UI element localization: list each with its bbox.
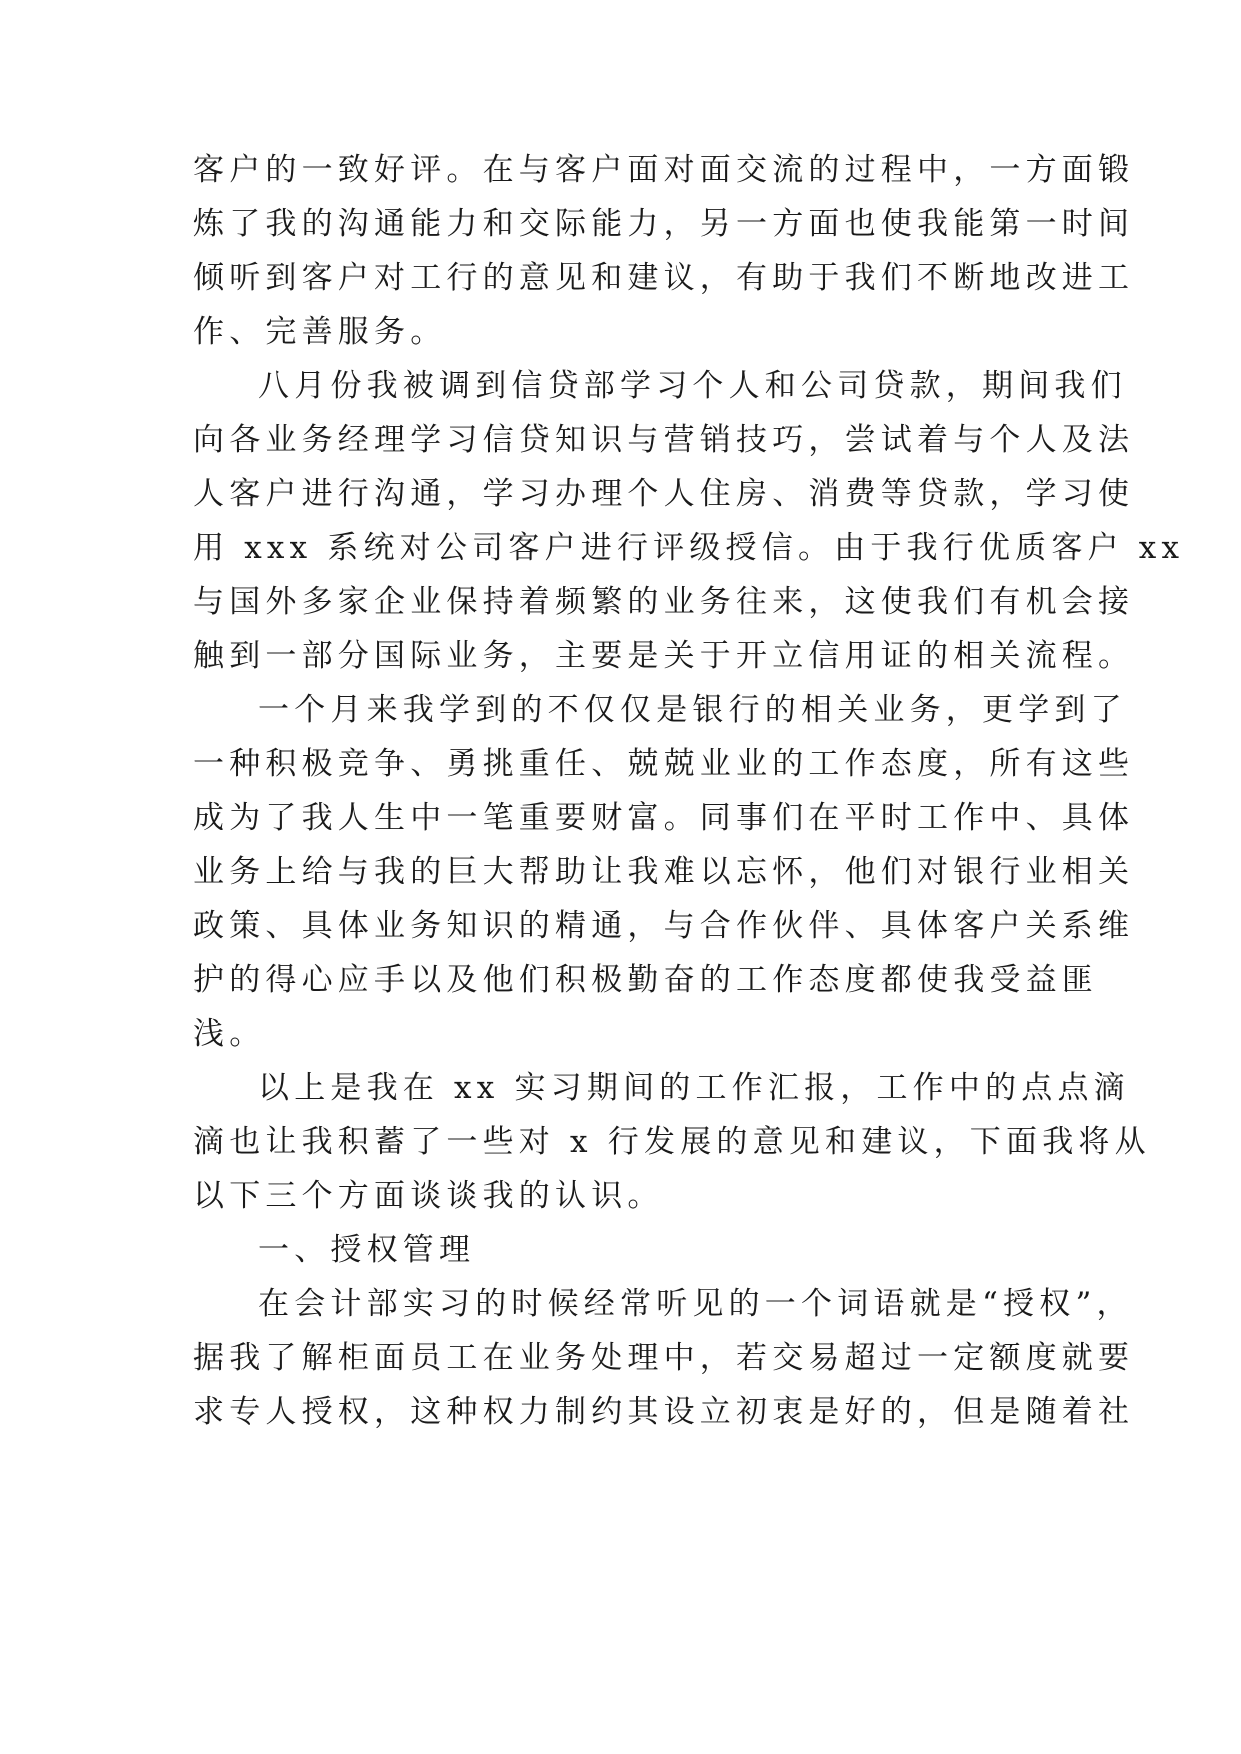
- text-line: 人客户进行沟通，学习办理个人住房、消费等贷款，学习使: [193, 476, 1135, 512]
- text-line: 业务上给与我的巨大帮助让我难以忘怀，他们对银行业相关: [193, 854, 1135, 890]
- text-line: 浅。: [193, 1016, 266, 1052]
- text-line: 滴也让我积蓄了一些对 x 行发展的意见和建议，下面我将从: [193, 1124, 1151, 1160]
- paragraph-start-line: 在会计部实习的时候经常听见的一个词语就是“授权”，: [258, 1286, 1133, 1322]
- text-line: 成为了我人生中一笔重要财富。同事们在平时工作中、具体: [193, 800, 1135, 836]
- paragraph-start-line: 以上是我在 xx 实习期间的工作汇报，工作中的点点滴: [258, 1070, 1130, 1106]
- text-line: 作、完善服务。: [193, 314, 447, 350]
- text-line: 向各业务经理学习信贷知识与营销技巧，尝试着与个人及法: [193, 422, 1135, 458]
- paragraph-start-line: 八月份我被调到信贷部学习个人和公司贷款，期间我们: [258, 368, 1127, 404]
- paragraph-start-line: 一个月来我学到的不仅仅是银行的相关业务，更学到了: [258, 692, 1127, 728]
- text-line: 一种积极竞争、勇挑重任、兢兢业业的工作态度，所有这些: [193, 746, 1135, 782]
- text-line: 触到一部分国际业务，主要是关于开立信用证的相关流程。: [193, 638, 1135, 674]
- text-line: 据我了解柜面员工在业务处理中，若交易超过一定额度就要: [193, 1340, 1135, 1376]
- text-line: 护的得心应手以及他们积极勤奋的工作态度都使我受益匪: [193, 962, 1098, 998]
- text-line: 客户的一致好评。在与客户面对面交流的过程中，一方面锻: [193, 152, 1135, 188]
- text-line: 求专人授权，这种权力制约其设立初衷是好的，但是随着社: [193, 1394, 1135, 1430]
- section-heading: 一、授权管理: [258, 1232, 476, 1268]
- text-line: 政策、具体业务知识的精通，与合作伙伴、具体客户关系维: [193, 908, 1135, 944]
- text-line: 炼了我的沟通能力和交际能力，另一方面也使我能第一时间: [193, 206, 1135, 242]
- text-line: 用 xxx 系统对公司客户进行评级授信。由于我行优质客户 xx: [193, 530, 1185, 566]
- text-line: 与国外多家企业保持着频繁的业务往来，这使我们有机会接: [193, 584, 1135, 620]
- text-line: 以下三个方面谈谈我的认识。: [193, 1178, 664, 1214]
- text-line: 倾听到客户对工行的意见和建议，有助于我们不断地改进工: [193, 260, 1135, 296]
